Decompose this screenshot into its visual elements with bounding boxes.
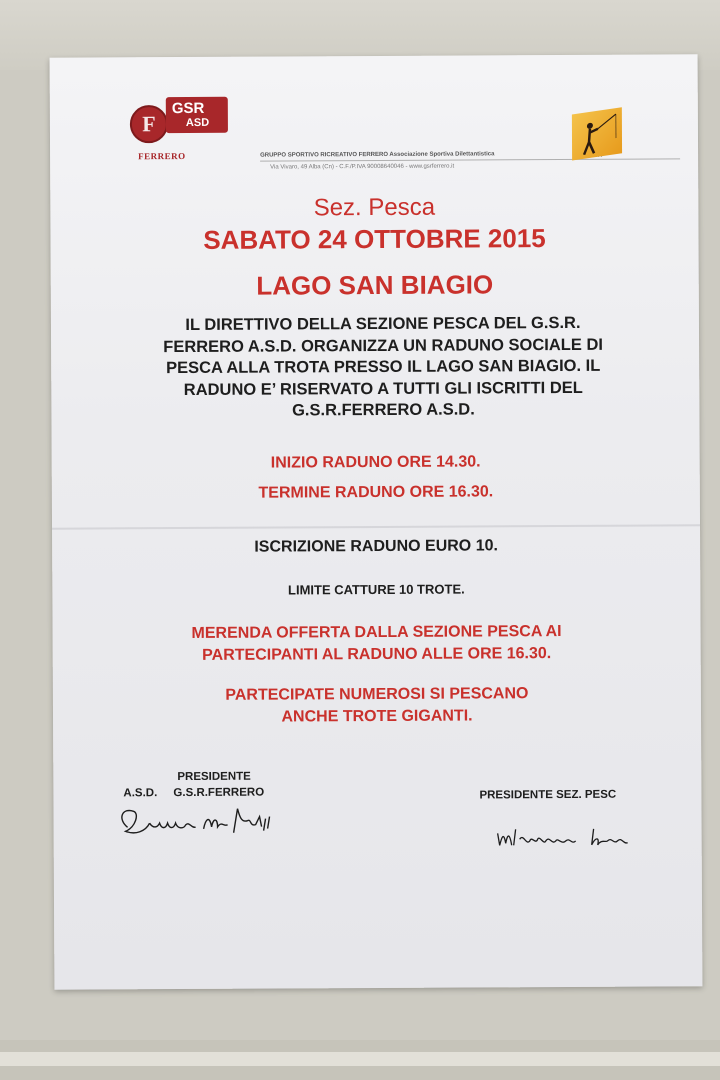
section-name: Sez. Pesca [313, 193, 436, 222]
header-divider [260, 158, 680, 161]
address-line: Via Vivaro, 49 Alba (Cn) - C.F./P.IVA 90008640046 - www.gsrferrero.it [270, 163, 455, 171]
description-paragraph [123, 313, 644, 423]
catch-limit: LIMITE CATTURE 10 TROTE. [287, 581, 465, 598]
event-date: SABATO 24 OTTOBRE 2015 [203, 223, 546, 255]
gsr-logo-emblem: F [130, 105, 168, 143]
closing-line: ANCHE TROTE GIGANTI. [281, 707, 473, 726]
snack-line: PARTECIPANTI AL RADUNO ALLE ORE 16.30. [202, 645, 552, 664]
end-time: TERMINE RADUNO ORE 16.30. [258, 483, 494, 502]
closing-notice [93, 683, 661, 730]
event-location: LAGO SAN BIAGIO [256, 269, 494, 301]
start-time: INIZIO RADUNO ORE 14.30. [270, 453, 481, 472]
wall-strip [0, 1052, 720, 1066]
left-signature [113, 796, 283, 847]
paragraph-line: PESCA ALLA TROTA PRESSO IL LAGO SAN BIAGIO. IL [166, 356, 601, 378]
snack-notice [93, 621, 661, 668]
gsr-logo-box [166, 97, 228, 133]
organization-line: GRUPPO SPORTIVO RICREATIVO FERRERO Associazione Sportiva Dilettantistica [260, 151, 495, 159]
fisherman-icon [572, 107, 622, 160]
logo-subtext: ASD [185, 116, 210, 129]
logo-brand: FERRERO [138, 150, 186, 162]
logo-text: GSR [171, 99, 205, 118]
closing-line: PARTECIPATE NUMEROSI SI PESCANO [225, 685, 529, 704]
snack-line: MERENDA OFFERTA DALLA SEZIONE PESCA AI [191, 623, 562, 642]
left-signatory-org: G.S.R.FERRERO [173, 786, 265, 800]
paragraph-line: FERRERO A.S.D. ORGANIZZA UN RADUNO SOCIALE DI [163, 335, 603, 356]
right-signatory-title: PRESIDENTE SEZ. PESC [479, 788, 617, 802]
paragraph-line: RADUNO E’ RISERVATO A TUTTI GLI ISCRITTI DEL [183, 378, 583, 399]
paragraph-line: G.S.R.FERRERO A.S.D. [291, 400, 475, 420]
left-signatory-title: PRESIDENTE [177, 770, 251, 784]
paragraph-line: IL DIRETTIVO DELLA SEZIONE PESCA DEL G.S.R. [185, 313, 581, 334]
paper-fold [52, 524, 700, 529]
paper-notice [50, 54, 703, 989]
right-signature [494, 819, 644, 856]
registration-fee: ISCRIZIONE RADUNO EURO 10. [254, 537, 498, 556]
left-signatory-asd: A.S.D. [123, 787, 158, 800]
